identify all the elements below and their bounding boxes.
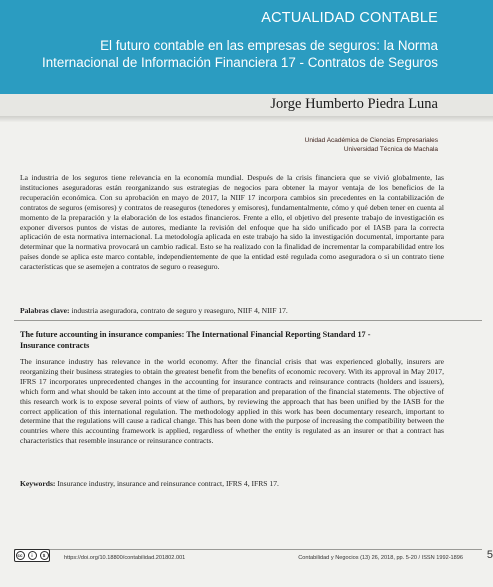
keywords-spanish xyxy=(20,306,444,316)
footer-divider xyxy=(14,549,482,550)
abstract-spanish: La industria de los seguros tiene relevancia en la economía mundial. Después de la crisis financiera que se vivió globalmente, las instituciones aseguradoras están reorganizando sus estrategias de negocios para obtener la mayor ventaja de los beneficios de la recuperación económica. Con su aprobación en mayo de 2017, la NIIF 17 incorpora cambios sin precedentes en la contabilización de contratos de seguros (emisores) y contratos de reaseguros (tenedores y emisores), fundamentalmente, cómo y qué deben tener en cuenta al momento de la preparación y la elaboración de los estados financieros. Frente a ello, el objetivo del presente trabajo de investigación es exponer diversos puntos de vistas de autores, mediante la revisión del enfoque que ha sido unificado por el IASB para la correcta aplicación de esta normativa internacional. La metodología aplicada en este trabajo ha sido la investigación documental, importante para determinar que la normativa provocará un cambio radical. Esto se ha realizado con la finalidad de incrementar la comparabilidad entre los países donde se aplica este marco contable, independientemente de que la entidad esté regulada como aseguradora o si un contrato tiene características que se asemejen a contratos de seguro o reaseguro. xyxy=(20,173,444,272)
article-title-line: El futuro contable en las empresas de seguros: la Norma xyxy=(100,38,438,53)
author-affiliation xyxy=(305,137,438,154)
noncommercial-icon: $ xyxy=(40,551,49,560)
affiliation-unit: Unidad Académica de Ciencias Empresariales xyxy=(304,137,438,144)
creative-commons-icon xyxy=(14,549,50,562)
keywords-label: Palabras clave: xyxy=(20,306,70,315)
english-title-line: The future accounting in insurance companies: The International Financial Reporting Standard 17 - xyxy=(20,330,371,339)
keywords-english xyxy=(20,479,444,489)
keywords-text: industria aseguradora, contrato de seguro y reaseguro, NIIF 4, NIIF 17. xyxy=(71,306,288,315)
header-banner xyxy=(0,0,493,94)
affiliation-university: Universidad Técnica de Machala xyxy=(343,145,438,153)
license-badge[interactable] xyxy=(14,549,50,562)
article-title xyxy=(0,37,438,71)
page-number: 5 xyxy=(486,549,493,561)
cc-icon: cc xyxy=(17,553,23,558)
section-label: ACTUALIDAD CONTABLE xyxy=(261,10,438,26)
keywords-text: Insurance industry, insurance and reinsurance contract, IFRS 4, IFRS 17. xyxy=(57,479,279,488)
journal-citation: Contabilidad y Negocios (13) 26, 2018, pp. 5-20 / ISSN 1992-1896 xyxy=(298,555,463,561)
section-divider xyxy=(14,320,482,321)
english-title xyxy=(20,330,460,352)
attribution-icon: i xyxy=(28,551,37,560)
abstract-english: The insurance industry has relevance in the world economy. After the financial crisis that was experienced globally, insurers are reorganizing their business strategies to obtain the greatest benefit from the benefits of economic recovery. With its approval in May 2017, IFRS 17 incorporates unprecedented changes in the accounting for insurance contracts and reinsurance contracts (holders and issuers), which form and what should be taken into account at the time of preparation and preparation of the financial statements. The objective of this research work is to expose several points of view of authors, by reviewing the approach that has been unified by the IASB for the correct application of this international regulation. The methodology applied in this work has been documentary research, important to determine that the regulations will cause a radical change. This has been done with the purpose of increasing the compatibility between the countries where this accounting framework is applied, regardless of whether the entity is regulated as an insurer or that a contract has characteristics that resemble insurance or reinsurance contracts. xyxy=(20,357,444,446)
author-name: Jorge Humberto Piedra Luna xyxy=(270,96,438,112)
doi-link[interactable]: https://doi.org/10.18800/contabilidad.201802.001 xyxy=(64,555,186,561)
english-title-line: Insurance contracts xyxy=(20,340,90,350)
article-title-line: Internacional de Información Financiera 17 - Contratos de Seguros xyxy=(42,55,438,70)
author-band-shadow xyxy=(0,116,493,122)
keywords-label: Keywords: xyxy=(20,479,56,488)
